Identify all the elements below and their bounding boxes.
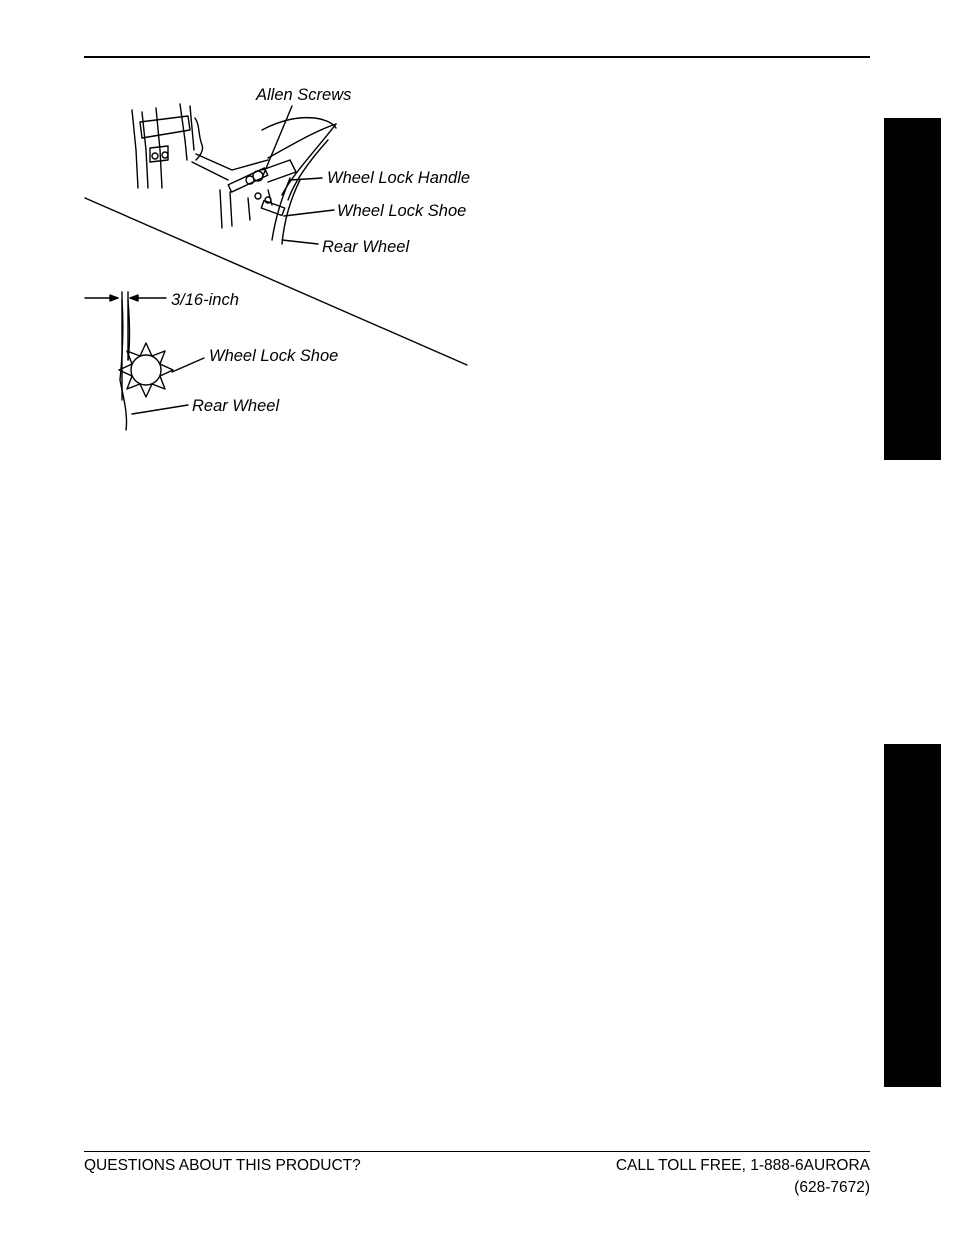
leader-wheel-lock-shoe-detail — [172, 358, 204, 372]
label-rear-wheel-top: Rear Wheel — [322, 238, 410, 256]
leader-wheel-lock-shoe-top — [284, 210, 334, 216]
footer-rule — [84, 1151, 870, 1152]
wheelchair-frame-sketch — [132, 104, 336, 244]
footer-call-line: CALL TOLL FREE, 1-888-6AURORA — [615, 1157, 870, 1174]
leader-rear-wheel-top — [282, 240, 318, 244]
label-allen-screws: Allen Screws — [256, 86, 352, 104]
gap-dimension — [85, 292, 166, 400]
leader-wheel-lock-handle — [290, 178, 322, 180]
label-wheel-lock-shoe-top: Wheel Lock Shoe — [337, 202, 467, 220]
label-rear-wheel-detail: Rear Wheel — [192, 397, 280, 415]
label-wheel-lock-shoe-detail: Wheel Lock Shoe — [209, 347, 339, 365]
footer-phone-digits: (628-7672) — [794, 1179, 870, 1196]
leader-rear-wheel-detail — [132, 405, 188, 414]
label-gap-measure: 3/16-inch — [171, 291, 239, 309]
wheel-lock-figure — [0, 0, 954, 460]
leader-allen-screws — [262, 106, 292, 178]
rear-wheel-detail — [120, 300, 127, 430]
side-tab-lower — [884, 744, 941, 1087]
wheel-lock-shoe-detail — [119, 343, 173, 397]
label-wheel-lock-handle: Wheel Lock Handle — [327, 169, 471, 187]
footer-question: QUESTIONS ABOUT THIS PRODUCT? — [84, 1157, 361, 1174]
